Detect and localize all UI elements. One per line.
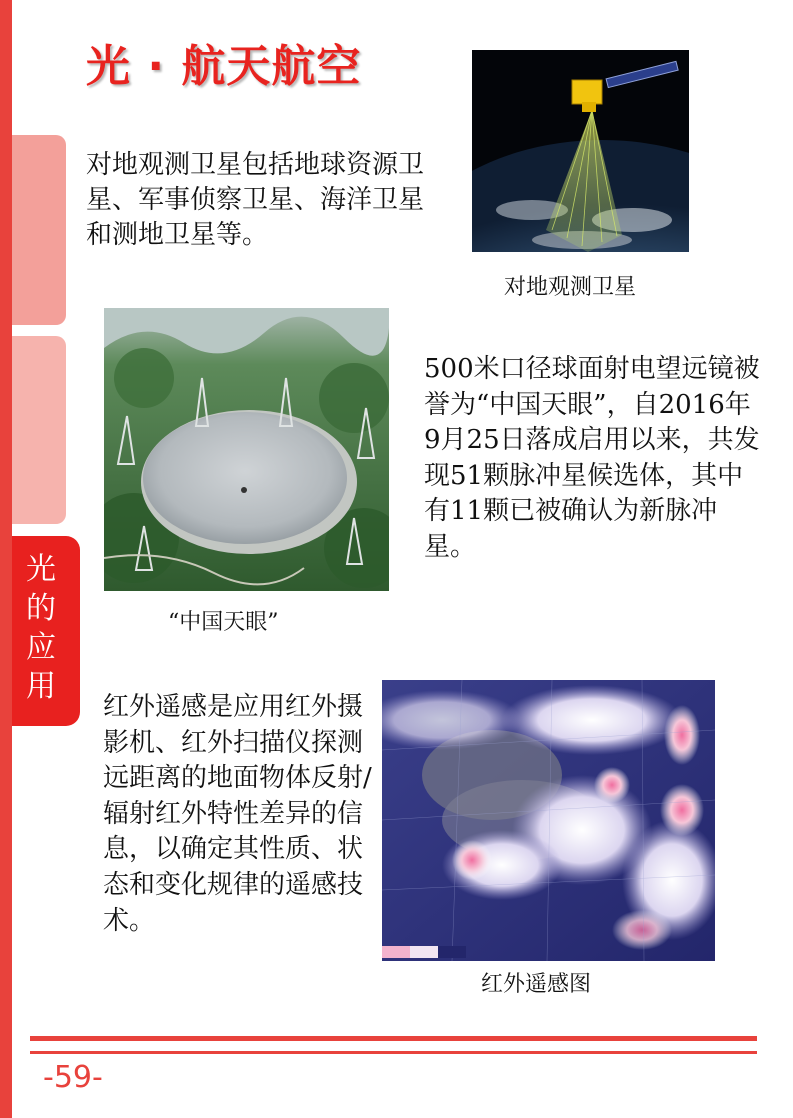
side-tab-1[interactable]: [12, 135, 66, 325]
fast-paragraph: 500米口径球面射电望远镜被誉为“中国天眼”，自2016年9月25日落成启用以来，共发现51颗脉冲星候选体，其中有11颗已被确认为新脉冲星。: [424, 354, 760, 562]
footer-rule-thin: [30, 1051, 757, 1054]
infrared-caption: 红外遥感图: [481, 972, 592, 997]
fast-telescope-image: [104, 308, 389, 591]
side-tab-active[interactable]: [12, 536, 80, 726]
satellite-image: [472, 50, 689, 252]
satellite-paragraph: 对地观测卫星包括地球资源卫星、军事侦察卫星、海洋卫星和测地卫星等。: [86, 150, 425, 250]
satellite-caption: 对地观测卫星: [504, 275, 637, 300]
page-number: -59-: [43, 1060, 103, 1095]
side-tab-label: [24, 550, 58, 706]
side-tab-2[interactable]: [12, 336, 66, 524]
footer-rule-thick: [30, 1036, 757, 1041]
side-tab-char: 光: [26, 552, 56, 587]
left-edge-bar: [0, 0, 12, 1118]
infrared-image: [382, 680, 715, 961]
side-tab-char: 的: [26, 591, 56, 626]
infrared-paragraph: 红外遥感是应用红外摄影机、红外扫描仪探测远距离的地面物体反射/辐射红外特性差异的信息，以确定其性质、状态和变化规律的遥感技术。: [103, 692, 372, 936]
page-title: 光 · 航天航空: [86, 41, 362, 92]
side-tab-char: 应: [26, 630, 56, 665]
fast-caption: “中国天眼”: [168, 610, 279, 635]
side-tab-char: 用: [26, 669, 56, 704]
